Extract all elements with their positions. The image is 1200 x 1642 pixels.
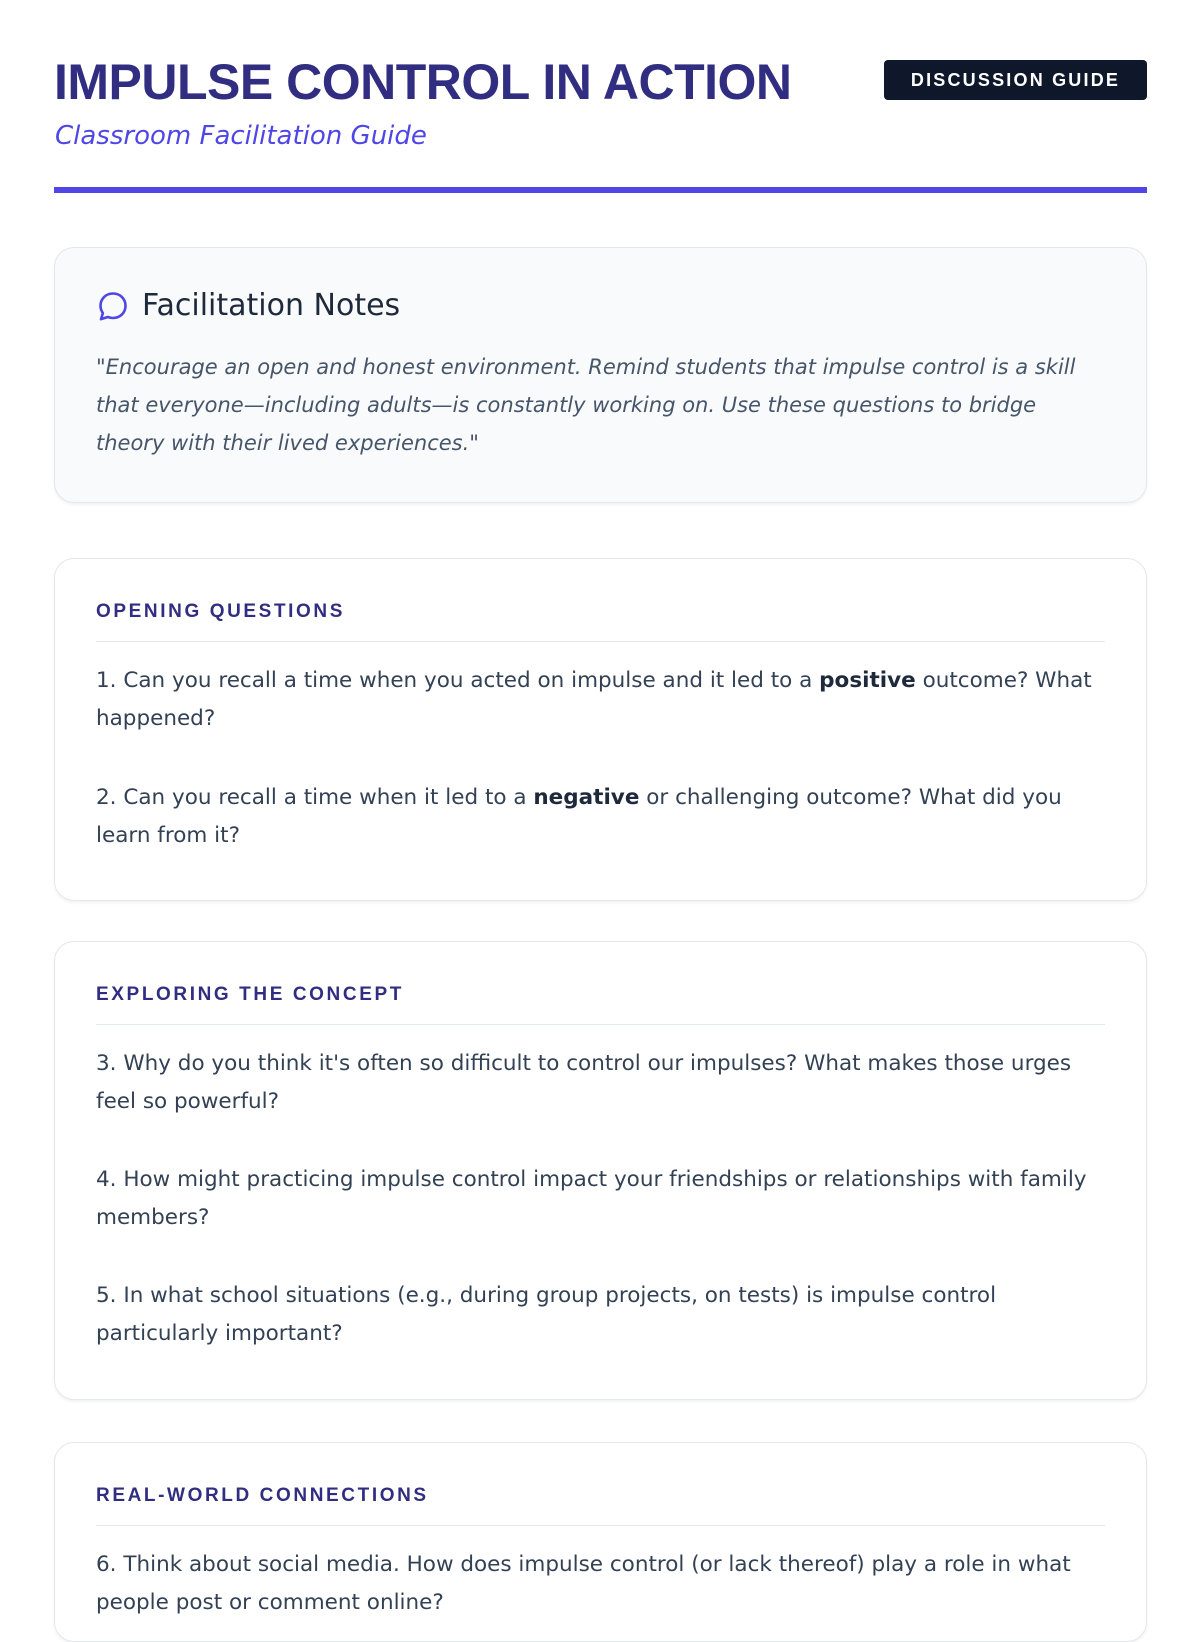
facilitation-notes-text: "Encourage an open and honest environment. Remind students that impulse control is a skill that everyone—including adults—is constantly working on. Use these questions to bridge theory with their lived experiences." bbox=[96, 355, 1076, 455]
question-3: 3. Why do you think it's often so difficult to control our impulses? What makes those urges feel so powerful? bbox=[96, 1051, 1072, 1114]
question-1: 1. Can you recall a time when you acted on impulse and it led to a positive outcome? What happened? bbox=[96, 668, 1092, 731]
question-6: 6. Think about social media. How does impulse control (or lack thereof) play a role in what people post or comment online? bbox=[96, 1552, 1071, 1615]
page-subtitle: Classroom Facilitation Guide bbox=[55, 121, 427, 151]
facilitation-notes-card bbox=[54, 247, 1147, 503]
section-heading: EXPLORING THE CONCEPT bbox=[96, 984, 404, 1005]
real-world-connections-section bbox=[54, 1442, 1147, 1642]
header-divider bbox=[54, 187, 1147, 193]
opening-questions-section bbox=[54, 558, 1147, 901]
page-title: IMPULSE CONTROL IN ACTION bbox=[54, 54, 792, 110]
question-5: 5. In what school situations (e.g., during group projects, on tests) is impulse control particularly important? bbox=[96, 1283, 997, 1346]
section-divider bbox=[96, 1525, 1105, 1526]
facilitation-notes-header bbox=[96, 288, 400, 323]
question-2: 2. Can you recall a time when it led to a negative or challenging outcome? What did you learn from it? bbox=[96, 785, 1062, 848]
section-heading: REAL-WORLD CONNECTIONS bbox=[96, 1485, 429, 1506]
chat-bubble-icon bbox=[96, 289, 130, 323]
page-header bbox=[54, 0, 1147, 194]
exploring-concept-section bbox=[54, 941, 1147, 1400]
discussion-guide-badge: DISCUSSION GUIDE bbox=[884, 60, 1147, 100]
discussion-guide-page bbox=[54, 0, 1147, 1615]
section-heading: OPENING QUESTIONS bbox=[96, 601, 346, 622]
question-4: 4. How might practicing impulse control impact your friendships or relationships with family members? bbox=[96, 1167, 1087, 1230]
section-divider bbox=[96, 641, 1105, 642]
emphasis-positive: positive bbox=[819, 668, 916, 693]
section-divider bbox=[96, 1024, 1105, 1025]
facilitation-notes-title: Facilitation Notes bbox=[142, 288, 401, 323]
emphasis-negative: negative bbox=[533, 785, 640, 810]
